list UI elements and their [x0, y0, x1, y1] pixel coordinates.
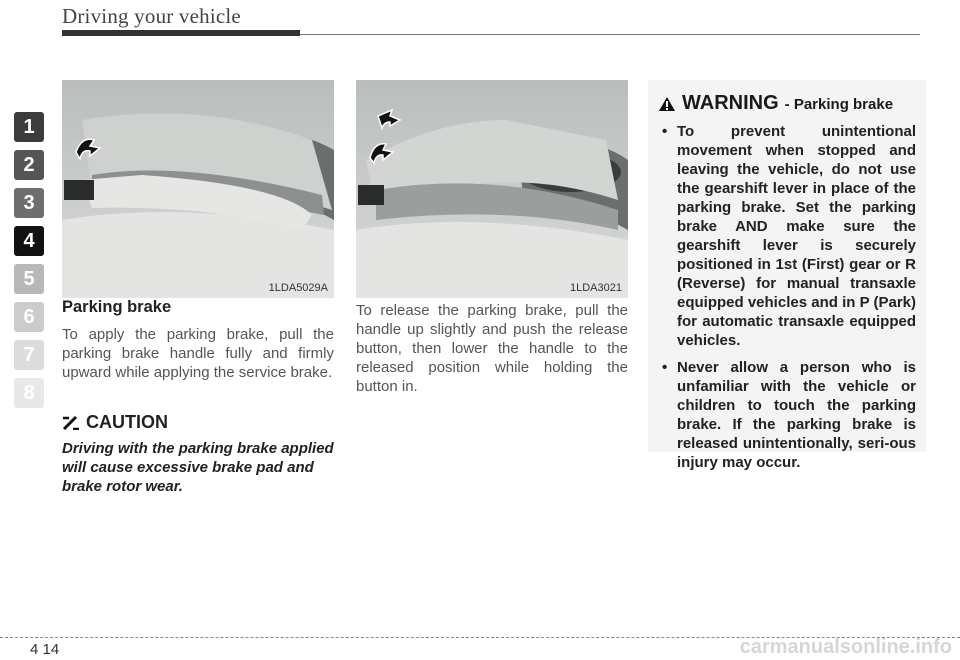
release-instructions: To release the parking brake, pull the handle up slightly and push the release button, then lower the handle to the released position while holding the button in.	[356, 302, 628, 395]
parking-brake-photo-apply	[62, 80, 334, 298]
chapter-tab-3[interactable]: 3	[14, 188, 44, 218]
caution-block	[62, 412, 334, 496]
page-header-title: Driving your vehicle	[62, 4, 241, 28]
figure-code-1: 1LDA5029A	[268, 282, 328, 294]
bullet-icon: •	[662, 123, 668, 140]
chapter-tab-2[interactable]: 2	[14, 150, 44, 180]
caution-text: Driving with the parking brake applied will cause excessive brake pad and brake rotor wear.	[62, 440, 334, 495]
apply-instructions: To apply the parking brake, pull the parking brake handle fully and firmly upward while applying the service brake.	[62, 326, 334, 381]
chapter-tabs	[14, 112, 48, 416]
warning-subtitle: - Parking brake	[784, 96, 894, 113]
chapter-tab-4[interactable]: 4	[14, 226, 44, 256]
parking-brake-section	[62, 298, 334, 382]
caution-title: CAUTION	[86, 412, 168, 432]
figure-code-2: 1LDA3021	[570, 282, 622, 294]
warning-box	[648, 80, 926, 471]
parking-brake-photo-release	[356, 80, 628, 298]
warning-item-text: To prevent unintentional movement when stopped and leaving the vehicle, do not use the gearshift lever in place of the parking brake. Set the parking brake AND make sure the gearshift lever is securely positioned in 1st (First) gear or R (Reverse) for manual transaxle equipped vehicles and in P (Park) for automatic transaxle equipped vehicles.	[677, 123, 916, 349]
warning-item	[660, 122, 916, 350]
chapter-tab-6[interactable]: 6	[14, 302, 44, 332]
section-heading-parking-brake: Parking brake	[62, 298, 172, 316]
chapter-tab-7[interactable]: 7	[14, 340, 44, 370]
warning-title: WARNING	[682, 92, 779, 114]
warning-triangle-icon	[658, 96, 676, 112]
header-rule	[300, 34, 920, 35]
watermark: carmanualsonline.info	[739, 636, 952, 658]
chapter-tab-5[interactable]: 5	[14, 264, 44, 294]
caution-icon	[62, 416, 80, 430]
warning-item	[660, 358, 916, 472]
parking-brake-release-illustration	[356, 80, 628, 298]
caution-heading	[62, 412, 334, 433]
warning-heading	[658, 92, 893, 115]
parking-brake-apply-illustration	[62, 80, 334, 298]
chapter-tab-1[interactable]: 1	[14, 112, 44, 142]
page-number: 4 14	[30, 641, 60, 658]
chapter-tab-8[interactable]: 8	[14, 378, 44, 408]
warning-list	[660, 122, 916, 480]
release-section	[356, 301, 628, 396]
bullet-icon: •	[662, 359, 668, 376]
warning-item-text: Never allow a person who is unfamiliar with the vehicle or children to touch the parking brake. If the parking brake is released unintentionally, seri-ous injury may occur.	[677, 359, 916, 471]
header-bar	[62, 30, 300, 36]
